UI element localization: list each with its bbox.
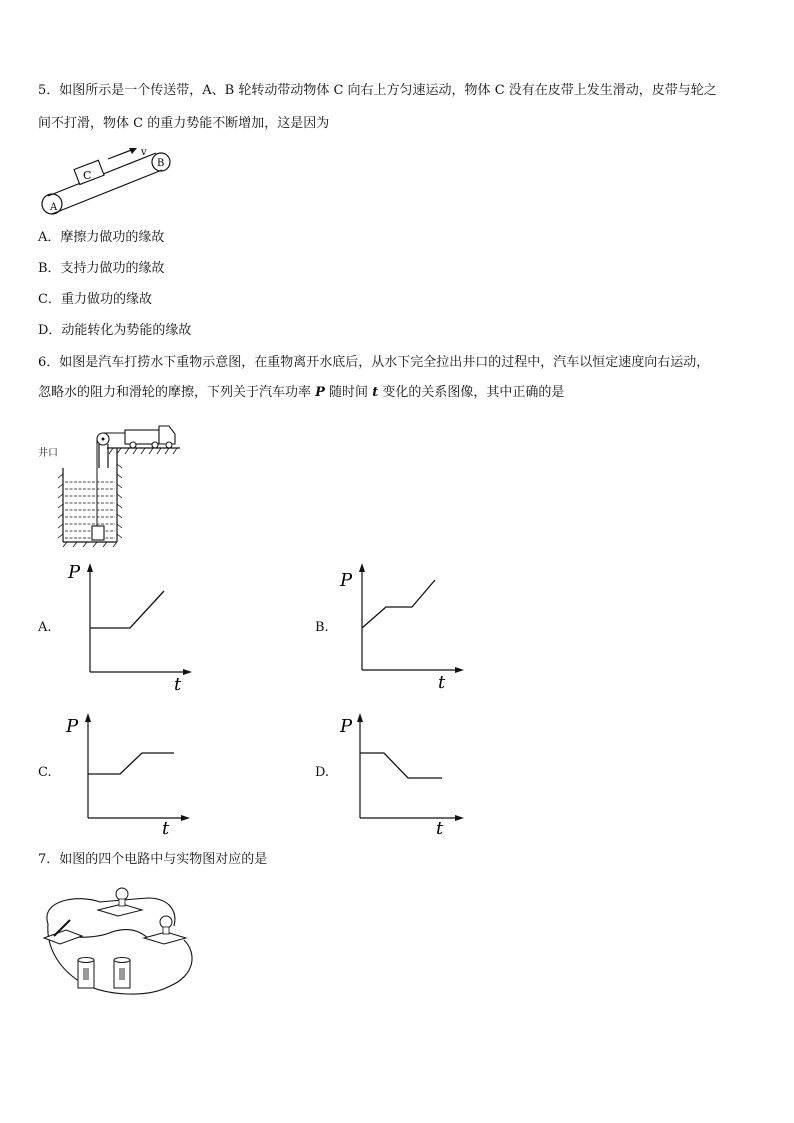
sunken-weight: [92, 526, 104, 540]
graph-d: [332, 708, 472, 843]
q5-text-line2: 间不打滑，物体 C 的重力势能不断增加，这是因为: [38, 116, 330, 131]
q7-text: 7．如图的四个电路中与实物图对应的是: [38, 852, 268, 867]
label-b: B: [157, 158, 165, 169]
graph-b: [332, 560, 472, 695]
q5-option-a: A．摩擦力做功的缘故: [38, 230, 165, 245]
q5-option-c: C．重力做功的缘故: [38, 292, 152, 307]
graph-a: [60, 560, 200, 695]
q5-text-line1: 5．如图所示是一个传送带，A、B 轮转动带动物体 C 向右上方匀速运动，物体 C 没有在皮带上发生滑动，皮带与轮之: [38, 83, 717, 98]
svg-text:t: t: [162, 818, 170, 839]
graph-b-label: B.: [315, 620, 329, 635]
graph-b-curve: [362, 580, 435, 628]
q5-option-d: D．动能转化为势能的缘故: [38, 323, 192, 338]
q6-text-line1: 6．如图是汽车打捞水下重物示意图，在重物离开水底后，从水下完全拉出井口的过程中，汽车以恒定速度向右运动，: [38, 355, 710, 370]
svg-text:P: P: [340, 716, 353, 737]
label-a: A: [50, 202, 58, 213]
lamp-right: [160, 916, 172, 928]
svg-text:P: P: [66, 716, 79, 737]
graph-c: [58, 708, 198, 843]
graph-c-label: C.: [38, 765, 52, 780]
graph-c-curve: [88, 753, 174, 774]
svg-text:t: t: [174, 674, 182, 695]
circuit-physical-figure: [38, 880, 208, 1000]
lamp-top: [116, 888, 128, 900]
well-label: 井口: [38, 448, 58, 459]
svg-text:t: t: [438, 672, 446, 693]
label-v: v: [141, 147, 147, 158]
svg-text:P: P: [340, 570, 353, 591]
graph-a-curve: [90, 591, 164, 628]
svg-text:P: P: [68, 562, 81, 583]
q5-option-b: B．支持力做功的缘故: [38, 261, 165, 276]
graph-d-curve: [360, 753, 442, 778]
svg-text:t: t: [436, 818, 444, 839]
conveyor-belt-figure: [38, 144, 178, 220]
graph-d-label: D.: [315, 765, 330, 780]
label-c: C: [83, 169, 92, 182]
well-rescue-figure: [55, 418, 185, 548]
q6-text-line2: 忽略水的阻力和滑轮的摩擦，下列关于汽车功率 P 随时间 t 变化的关系图像，其中正确的是: [38, 385, 565, 400]
graph-a-label: A.: [38, 620, 52, 635]
